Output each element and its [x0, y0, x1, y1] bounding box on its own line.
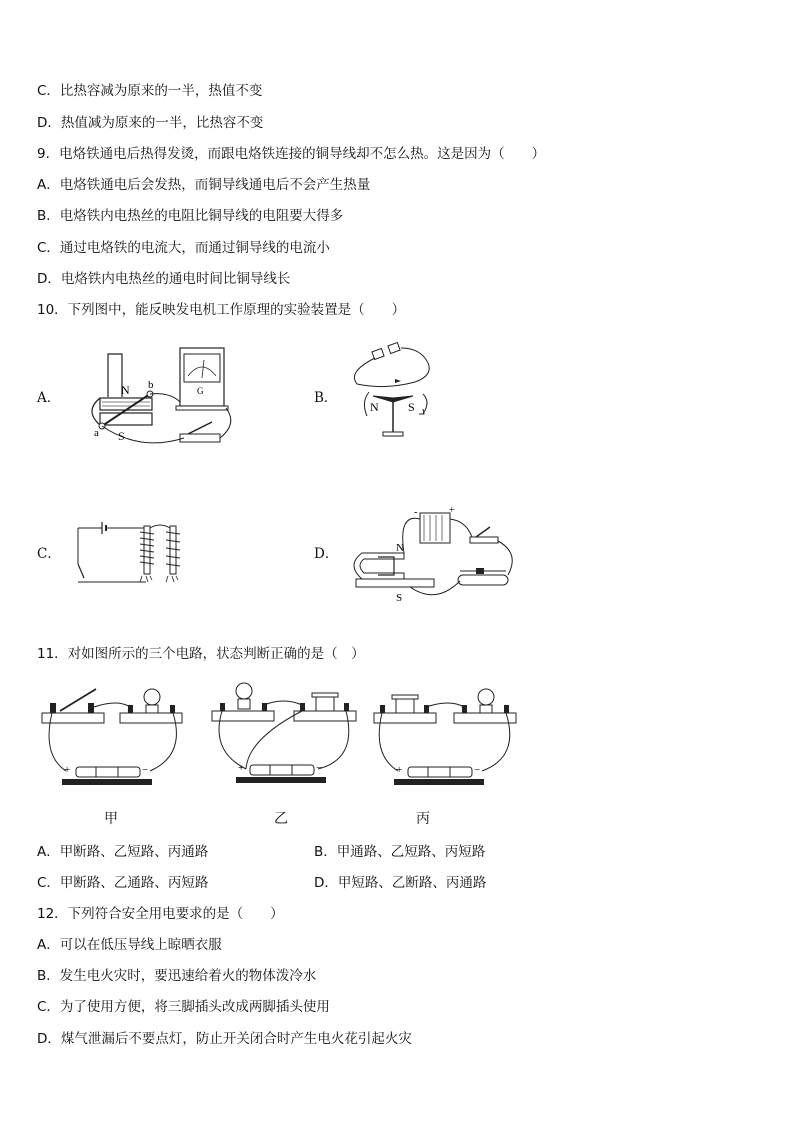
q11-caption-jia: 甲	[104, 811, 118, 827]
fig-a-s-label: S	[118, 429, 125, 443]
fig-b-n-label: N	[370, 400, 379, 414]
svg-text:+: +	[396, 764, 403, 776]
fig-d-n-label: N	[396, 542, 404, 554]
q10-option-b-label: B．	[314, 390, 338, 406]
q10-option-a-label: A．	[37, 390, 61, 406]
q9-option-a: A．电烙铁通电后会发热，而铜导线通电后不会产生热量	[37, 177, 371, 193]
q9-option-c: C．通过电烙铁的电流大，而通过铜导线的电流小	[37, 240, 330, 256]
svg-text:+: +	[64, 764, 71, 776]
q9-option-b: B．电烙铁内电热丝的电阻比铜导线的电阻要大得多	[37, 208, 344, 224]
q11-stem: 11．对如图所示的三个电路，状态判断正确的是（ ）	[37, 646, 365, 662]
q10-figure-c	[68, 518, 193, 588]
fig-a-a-label: a	[94, 427, 99, 439]
q11-caption-yi: 乙	[274, 811, 288, 827]
svg-text:+: +	[238, 762, 245, 774]
q11-option-c: C．甲断路、乙通路、丙短路	[37, 875, 209, 891]
svg-text:−: −	[474, 764, 481, 776]
q11-option-d: D．甲短路、乙断路、丙通路	[314, 875, 487, 891]
q9-stem: 9．电烙铁通电后热得发烫，而跟电烙铁连接的铜导线却不怎么热。这是因为（ ）	[37, 146, 546, 162]
fig-a-g-label: G	[197, 386, 204, 396]
q11-circuit-yi	[208, 679, 360, 789]
q9-option-d: D．电烙铁内电热丝的通电时间比铜导线长	[37, 271, 291, 287]
q12-option-b: B．发生电火灾时，要迅速给着火的物体泼冷水	[37, 968, 317, 984]
q12-option-c: C．为了使用方便，将三脚插头改成两脚插头使用	[37, 999, 330, 1015]
q10-option-d-label: D．	[314, 546, 339, 562]
q10-figure-d	[348, 505, 523, 605]
q8-option-d: D．热值减为原来的一半，比热容不变	[37, 115, 264, 131]
fig-d-minus-label: -	[414, 507, 418, 518]
q12-option-a: A．可以在低压导线上晾晒衣服	[37, 937, 222, 953]
q8-option-c: C．比热容减为原来的一半，热值不变	[37, 83, 263, 99]
q11-circuit-jia	[38, 685, 188, 789]
svg-text:−: −	[316, 762, 323, 774]
fig-b-s-label: S	[408, 400, 415, 414]
q11-caption-bing: 丙	[416, 811, 430, 827]
q10-stem: 10．下列图中，能反映发电机工作原理的实验装置是（ ）	[37, 302, 406, 318]
q11-circuit-bing	[370, 685, 522, 789]
q12-stem: 12．下列符合安全用电要求的是（ ）	[37, 906, 284, 922]
q11-option-b: B．甲通路、乙短路、丙短路	[314, 844, 486, 860]
fig-a-n-label: N	[121, 383, 130, 397]
svg-text:−: −	[142, 764, 149, 776]
q12-option-d: D．煤气泄漏后不要点灯，防止开关闭合时产生电火花引起火灾	[37, 1031, 412, 1047]
fig-d-s-label: S	[396, 592, 403, 604]
fig-a-b-label: b	[148, 379, 154, 391]
q10-figure-b	[345, 336, 445, 441]
fig-d-plus-label: +	[449, 505, 455, 516]
q10-option-c-label: C．	[37, 546, 61, 562]
q10-figure-a	[80, 342, 240, 447]
q11-option-a: A．甲断路、乙短路、丙通路	[37, 844, 209, 860]
